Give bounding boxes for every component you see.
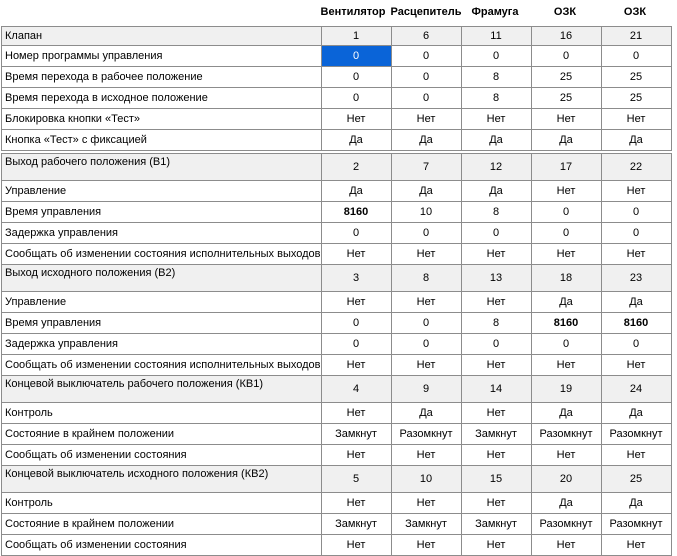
value-cell[interactable]: 2 (321, 154, 391, 181)
value-cell[interactable]: Нет (391, 445, 461, 466)
value-cell[interactable]: 0 (321, 46, 391, 67)
value-cell[interactable]: 25 (601, 88, 671, 109)
group-row (2, 265, 672, 292)
row-label: Сообщать об изменении состояния исполнительных выходов (2, 355, 322, 376)
value-cell[interactable]: 8160 (531, 313, 601, 334)
row-label: Выход рабочего положения (В1) (2, 154, 322, 181)
row-label: Время управления (2, 202, 322, 223)
table-row (2, 223, 672, 244)
value-cell[interactable]: Нет (391, 535, 461, 556)
value-cell[interactable]: 25 (531, 67, 601, 88)
row-label: Номер программы управления (2, 46, 322, 67)
value-cell[interactable]: Нет (601, 355, 671, 376)
value-cell[interactable]: 18 (531, 265, 601, 292)
value-cell[interactable]: 8160 (321, 202, 391, 223)
value-cell[interactable]: Нет (391, 244, 461, 265)
value-cell[interactable]: Да (321, 181, 391, 202)
settings-grid (1, 26, 672, 556)
value-cell[interactable]: 25 (531, 88, 601, 109)
value-cell[interactable]: 0 (321, 67, 391, 88)
value-cell[interactable]: 0 (601, 223, 671, 244)
value-cell[interactable]: 5 (321, 466, 391, 493)
column-header: ОЗК (623, 6, 647, 18)
value-cell[interactable]: 12 (461, 154, 531, 181)
table-row (2, 514, 672, 535)
value-cell[interactable]: Да (601, 130, 671, 151)
column-header: Расцепитель (390, 6, 462, 18)
column-header: Фрамуга (471, 6, 519, 18)
table-row (2, 292, 672, 313)
value-cell[interactable]: Нет (601, 244, 671, 265)
value-cell[interactable]: 25 (601, 466, 671, 493)
value-cell[interactable]: 1 (321, 27, 391, 46)
value-cell[interactable]: Нет (461, 493, 531, 514)
column-header: ОЗК (553, 6, 577, 18)
value-cell[interactable]: Да (391, 403, 461, 424)
value-cell[interactable]: 16 (531, 27, 601, 46)
value-cell[interactable]: 0 (391, 223, 461, 244)
value-cell[interactable]: 22 (601, 154, 671, 181)
row-label: Управление (2, 292, 322, 313)
value-cell[interactable]: 0 (461, 334, 531, 355)
table-row (2, 244, 672, 265)
row-label: Сообщать об изменении состояния (2, 445, 322, 466)
row-label: Контроль (2, 493, 322, 514)
table-row (2, 535, 672, 556)
group-row (2, 376, 672, 403)
value-cell[interactable]: Нет (321, 244, 391, 265)
value-cell[interactable]: Замкнут (461, 514, 531, 535)
row-label: Состояние в крайнем положении (2, 514, 322, 535)
column-header: Вентилятор (320, 6, 386, 18)
value-cell[interactable]: 0 (531, 46, 601, 67)
row-label: Задержка управления (2, 334, 322, 355)
value-cell[interactable]: Да (531, 493, 601, 514)
table-row (2, 27, 672, 46)
value-cell[interactable]: Нет (601, 181, 671, 202)
table-row (2, 46, 672, 67)
value-cell[interactable]: Нет (531, 244, 601, 265)
row-label: Концевой выключатель рабочего положения (КВ1) (2, 376, 322, 403)
table-row (2, 313, 672, 334)
value-cell[interactable]: 24 (601, 376, 671, 403)
value-cell[interactable]: 0 (321, 334, 391, 355)
value-cell[interactable]: 13 (461, 265, 531, 292)
row-label: Управление (2, 181, 322, 202)
value-cell[interactable]: Нет (601, 109, 671, 130)
value-cell[interactable]: Нет (461, 244, 531, 265)
row-label: Клапан (2, 27, 322, 46)
row-label: Сообщать об изменении состояния исполнительных выходов (2, 244, 322, 265)
value-cell[interactable]: Нет (601, 535, 671, 556)
value-cell[interactable]: 10 (391, 466, 461, 493)
value-cell[interactable]: 15 (461, 466, 531, 493)
value-cell[interactable]: Нет (321, 292, 391, 313)
table-row (2, 355, 672, 376)
table-row (2, 403, 672, 424)
value-cell[interactable]: 8160 (601, 313, 671, 334)
table-row (2, 181, 672, 202)
value-cell[interactable]: Нет (531, 535, 601, 556)
value-cell[interactable]: Да (461, 130, 531, 151)
value-cell[interactable]: Нет (321, 493, 391, 514)
row-label: Кнопка «Тест» с фиксацией (2, 130, 322, 151)
value-cell[interactable]: Нет (321, 535, 391, 556)
value-cell[interactable]: Нет (391, 493, 461, 514)
value-cell[interactable]: 8 (461, 88, 531, 109)
value-cell[interactable]: 0 (321, 313, 391, 334)
value-cell[interactable]: Да (531, 292, 601, 313)
value-cell[interactable]: 0 (391, 88, 461, 109)
value-cell[interactable]: 0 (601, 334, 671, 355)
value-cell[interactable]: Нет (391, 292, 461, 313)
value-cell[interactable]: 23 (601, 265, 671, 292)
value-cell[interactable]: 0 (391, 67, 461, 88)
value-cell[interactable]: 4 (321, 376, 391, 403)
value-cell[interactable]: Да (531, 130, 601, 151)
row-label: Сообщать об изменении состояния (2, 535, 322, 556)
value-cell[interactable]: Разомкнут (391, 424, 461, 445)
value-cell[interactable]: Нет (461, 403, 531, 424)
column-headers (0, 0, 677, 26)
group-row (2, 154, 672, 181)
row-label: Время управления (2, 313, 322, 334)
value-cell[interactable]: 20 (531, 466, 601, 493)
value-cell[interactable]: Замкнут (321, 424, 391, 445)
row-label: Время перехода в рабочее положение (2, 67, 322, 88)
value-cell[interactable]: Нет (531, 181, 601, 202)
row-label: Выход исходного положения (В2) (2, 265, 322, 292)
value-cell[interactable]: Нет (461, 445, 531, 466)
value-cell[interactable]: Да (601, 493, 671, 514)
value-cell[interactable]: Разомкнут (601, 514, 671, 535)
table-row (2, 334, 672, 355)
value-cell[interactable]: 0 (531, 223, 601, 244)
value-cell[interactable]: Нет (601, 445, 671, 466)
value-cell[interactable]: Нет (531, 355, 601, 376)
value-cell[interactable]: Нет (321, 445, 391, 466)
value-cell[interactable]: 10 (391, 202, 461, 223)
value-cell[interactable]: Да (321, 130, 391, 151)
value-cell[interactable]: 6 (391, 27, 461, 46)
value-cell[interactable]: 17 (531, 154, 601, 181)
value-cell[interactable]: 19 (531, 376, 601, 403)
value-cell[interactable]: Да (601, 292, 671, 313)
table-row (2, 202, 672, 223)
value-cell[interactable]: Да (601, 403, 671, 424)
value-cell[interactable]: Нет (391, 109, 461, 130)
value-cell[interactable]: 0 (461, 46, 531, 67)
value-cell[interactable]: 0 (601, 202, 671, 223)
table-row (2, 67, 672, 88)
value-cell[interactable]: 7 (391, 154, 461, 181)
value-cell[interactable]: Нет (391, 355, 461, 376)
value-cell[interactable]: Нет (461, 292, 531, 313)
value-cell[interactable]: Да (461, 181, 531, 202)
value-cell[interactable]: Да (391, 181, 461, 202)
row-label: Состояние в крайнем положении (2, 424, 322, 445)
table-row (2, 493, 672, 514)
value-cell[interactable]: 14 (461, 376, 531, 403)
value-cell[interactable]: 0 (391, 313, 461, 334)
value-cell[interactable]: Разомкнут (531, 424, 601, 445)
value-cell[interactable]: 0 (531, 334, 601, 355)
table-row (2, 424, 672, 445)
value-cell[interactable]: Разомкнут (531, 514, 601, 535)
table-row (2, 88, 672, 109)
value-cell[interactable]: 0 (601, 46, 671, 67)
value-cell[interactable]: 8 (391, 265, 461, 292)
value-cell[interactable]: 11 (461, 27, 531, 46)
value-cell[interactable]: Да (531, 403, 601, 424)
value-cell[interactable]: 25 (601, 67, 671, 88)
value-cell[interactable]: Разомкнут (601, 424, 671, 445)
value-cell[interactable]: Нет (531, 445, 601, 466)
value-cell[interactable]: 8 (461, 67, 531, 88)
value-cell[interactable]: 0 (391, 46, 461, 67)
row-label: Контроль (2, 403, 322, 424)
row-label: Время перехода в исходное положение (2, 88, 322, 109)
value-cell[interactable]: Да (391, 130, 461, 151)
value-cell[interactable]: Нет (461, 109, 531, 130)
group-row (2, 466, 672, 493)
value-cell[interactable]: 0 (321, 223, 391, 244)
value-cell[interactable]: 0 (321, 88, 391, 109)
value-cell[interactable]: 21 (601, 27, 671, 46)
value-cell[interactable]: Нет (321, 109, 391, 130)
value-cell[interactable]: 3 (321, 265, 391, 292)
value-cell[interactable]: Нет (531, 109, 601, 130)
value-cell[interactable]: Нет (321, 403, 391, 424)
row-label: Блокировка кнопки «Тест» (2, 109, 322, 130)
value-cell[interactable]: Замкнут (391, 514, 461, 535)
table-row (2, 130, 672, 151)
value-cell[interactable]: Замкнут (321, 514, 391, 535)
value-cell[interactable]: 0 (461, 223, 531, 244)
value-cell[interactable]: 9 (391, 376, 461, 403)
value-cell[interactable]: 8 (461, 202, 531, 223)
value-cell[interactable]: 0 (531, 202, 601, 223)
table-row (2, 445, 672, 466)
table-row (2, 109, 672, 130)
value-cell[interactable]: Нет (461, 355, 531, 376)
value-cell[interactable]: 8 (461, 313, 531, 334)
value-cell[interactable]: Нет (321, 355, 391, 376)
value-cell[interactable]: 0 (391, 334, 461, 355)
row-label: Концевой выключатель исходного положения (КВ2) (2, 466, 322, 493)
value-cell[interactable]: Замкнут (461, 424, 531, 445)
value-cell[interactable]: Нет (461, 535, 531, 556)
row-label: Задержка управления (2, 223, 322, 244)
